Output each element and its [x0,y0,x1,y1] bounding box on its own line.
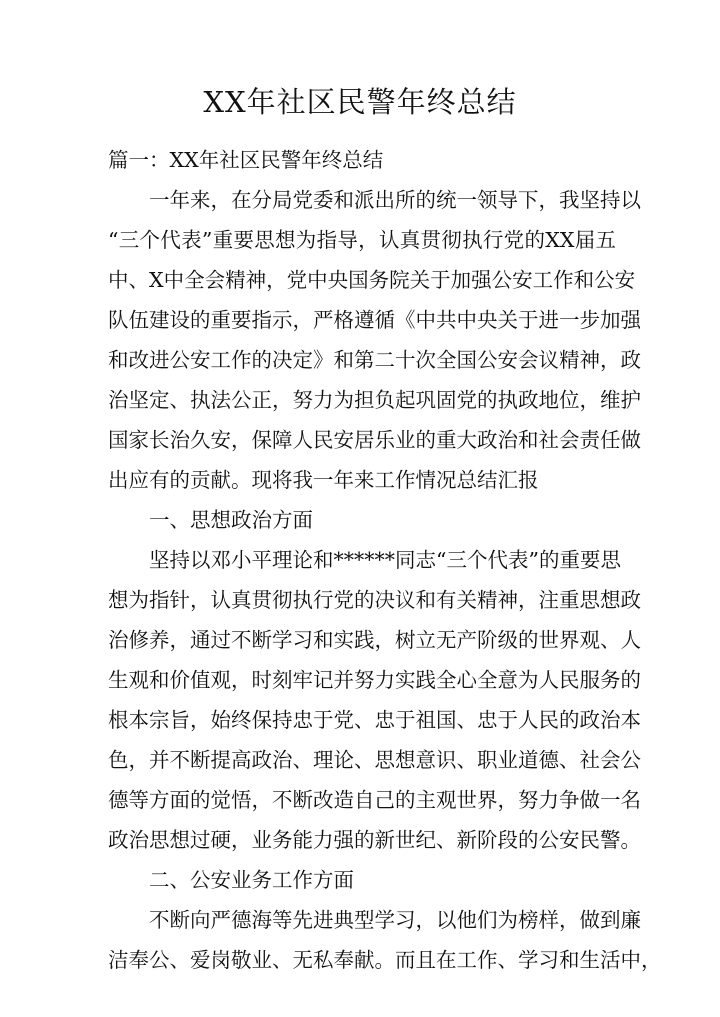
text-line: 二、公安业务工作方面 [149,868,354,892]
text-line: 治坚定、执法公正，努力为担负起巩固党的执政地位，维护 [108,388,641,412]
text-line: 一年来，在分局党委和派出所的统一领导下，我坚持以 [149,188,641,212]
text-line: 队伍建设的重要指示，严格遵循《中共中央关于进一步加强 [108,308,641,332]
text-line: 中、X中全会精神，党中央国务院关于加强公安工作和公安 [108,268,636,292]
text-line: “三个代表”重要思想为指导，认真贯彻执行党的XX届五 [108,228,616,252]
text-line: 篇一：XX年社区民警年终总结 [108,148,384,172]
text-line: 政治思想过硬，业务能力强的新世纪、新阶段的公安民警。 [108,828,641,852]
document-title: XX年社区民警年终总结 [203,85,517,119]
text-line: 想为指针，认真贯彻执行党的决议和有关精神，注重思想政 [108,588,641,612]
text-line: 色，并不断提高政治、理论、思想意识、职业道德、社会公 [108,748,641,772]
text-line: 生观和价值观，时刻牢记并努力实践全心全意为人民服务的 [108,668,641,692]
text-line: 和改进公安工作的决定》和第二十次全国公安会议精神，政 [108,348,641,372]
text-line: 不断向严德海等先进典型学习，以他们为榜样，做到廉 [149,908,641,932]
text-line: 根本宗旨，始终保持忠于党、忠于祖国、忠于人民的政治本 [108,708,641,732]
text-line: 德等方面的觉悟，不断改造自己的主观世界，努力争做一名 [108,788,641,812]
text-line: 坚持以邓小平理论和******同志“三个代表”的重要思 [149,548,621,572]
text-line: 治修养，通过不断学习和实践，树立无产阶级的世界观、人 [108,628,641,652]
text-line: 国家长治久安，保障人民安居乐业的重大政治和社会责任做 [108,428,641,452]
text-line: 出应有的贡献。现将我一年来工作情况总结汇报 [108,468,539,492]
text-line: 一、思想政治方面 [149,508,313,532]
text-line: 洁奉公、爱岗敬业、无私奉献。而且在工作、学习和生活中， [108,948,662,972]
document-body [108,140,662,980]
